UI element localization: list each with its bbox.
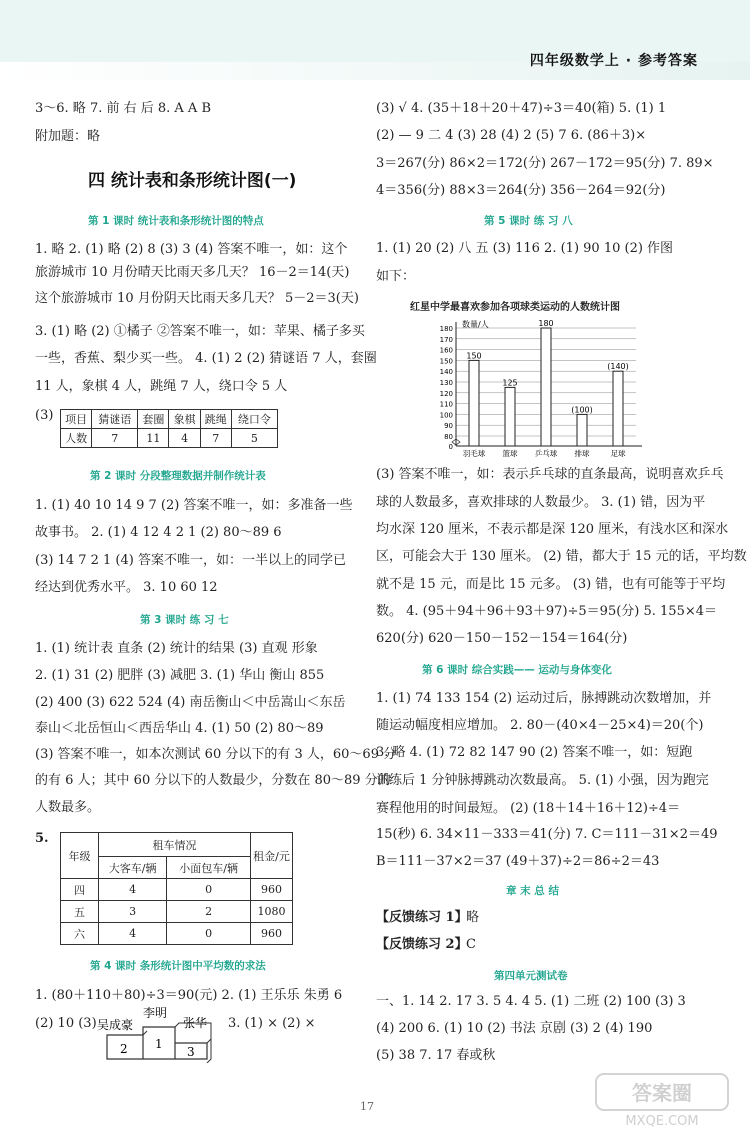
answer-line: 人数最多。 (35, 800, 101, 815)
section-heading: 第 3 课时 练 习 七 (140, 614, 229, 626)
answer-line: 1. 略 2. (1) 略 (2) 8 (3) 3 (4) 答案不唯一，如：这个 (35, 242, 348, 257)
table-cell: 7 (92, 429, 138, 448)
y-tick-label: 160 (439, 346, 453, 355)
section-heading: 章 末 总 结 (506, 885, 559, 897)
section-heading: 第 6 课时 综合实践—— 运动与身体变化 (422, 664, 612, 676)
answer-line: 就不是 15 元，而是比 15 元多。 (3) 错，也有可能等于平均 (376, 577, 726, 592)
bar-value-label: 150 (466, 351, 482, 361)
table-cell: 5 (231, 429, 277, 448)
table-cell: 4 (99, 879, 167, 901)
y-tick-label: 150 (439, 357, 453, 366)
table-cell: 跳绳 (200, 410, 231, 429)
answer-line: 随运动幅度相应增加。 2. 80－(40×4－25×4)＝20(个) (376, 718, 704, 733)
y-tick-label: 100 (439, 411, 453, 420)
table-cell: 套圈 (138, 410, 169, 429)
answer-line: 赛程他用的时间最短。 (2) (18＋14＋16＋12)÷4＝ (376, 801, 681, 816)
answer-line: 3～6. 略 7. 前 右 后 8. A A B (35, 101, 212, 116)
table-cell: 0 (167, 923, 251, 945)
header-title: 四年级数学上 · 参考答案 (529, 53, 698, 69)
table-cell: 960 (251, 923, 293, 945)
table-cell: 4 (99, 923, 167, 945)
podium-rank: 2 (120, 1042, 128, 1056)
rental-table (60, 832, 293, 945)
y-tick-label: 130 (439, 379, 453, 387)
answer-line: 11 人，象棋 4 人，跳绳 7 人，绕口令 5 人 (35, 379, 288, 394)
bar (577, 414, 587, 446)
chart-title: 红星中学最喜欢参加各项球类运动的人数统计图 (410, 302, 620, 313)
bar-value-label: (140) (607, 362, 629, 372)
table-cell: 六 (61, 923, 99, 945)
page-number: 17 (360, 1100, 374, 1113)
table-cell: 4 (169, 429, 200, 448)
answer-line: (2) — 9 二 4 (3) 28 (4) 2 (5) 7 6. (86＋3)× (376, 128, 647, 143)
answer-line: 训练后 1 分钟脉搏跳动次数最高。 5. (1) 小强，因为跑完 (376, 773, 709, 788)
table-cell: 大客车/辆 (99, 857, 167, 879)
table-cell: 绕口令 (231, 410, 277, 429)
bar-value-label: 125 (502, 378, 518, 388)
table-cell: 猜谜语 (92, 410, 138, 429)
table-cell: 960 (251, 879, 293, 901)
x-category-label: 足球 (610, 449, 626, 458)
feedback-label: 【反馈练习 2】 (376, 937, 468, 952)
table-cell: 租车情况 (99, 833, 251, 857)
table-cell: 11 (138, 429, 169, 448)
svg-text:答案圈: 答案圈 (632, 1081, 692, 1105)
feedback-value: 略 (466, 910, 480, 925)
feedback-value: C (466, 937, 476, 952)
answer-line: 区，可能会大于 130 厘米。 (2) 错，都大于 15 元的话，平均数 (376, 549, 747, 564)
feedback-label: 【反馈练习 1】 (376, 910, 468, 925)
answer-line: (3) 答案不唯一，如：表示乒乓球的直条最高，说明喜欢乒乓 (376, 467, 724, 482)
y-tick-label: 170 (439, 335, 453, 344)
answer-line: (4) 200 6. (1) 10 (2) 书法 京剧 (3) 2 (4) 190 (376, 1021, 653, 1036)
bar-value-label: (100) (571, 405, 593, 415)
table-cell: 1080 (251, 901, 293, 923)
bar-chart (420, 318, 650, 464)
answer-line: 旅游城市 10 月份晴天比雨天多几天？ 16－2＝14(天) (35, 265, 350, 280)
answer-line: 4＝356(分) 88×3＝264(分) 356－264＝92(分) (376, 183, 666, 198)
y-tick-label: 110 (439, 400, 453, 409)
podium-name: 张华 (183, 1016, 208, 1030)
table-prefix: 5. (35, 831, 49, 846)
table-cell: 五 (61, 901, 99, 923)
answer-line: 附加题：略 (35, 129, 101, 144)
table-prefix: (3) (35, 408, 54, 423)
answer-line: 1. (1) 20 (2) 八 五 (3) 116 2. (1) 90 10 (2) 作图 (376, 241, 674, 256)
x-category-label: 排球 (574, 449, 590, 458)
answer-line: (5) 38 7. 17 春或秋 (376, 1048, 496, 1063)
x-category-label: 篮球 (502, 449, 518, 458)
answer-line: (3) √ 4. (35＋18＋20＋47)÷3＝40(箱) 5. (1) 1 (376, 101, 667, 116)
table-cell: 小面包车/辆 (167, 857, 251, 879)
answer-line: (2) 400 (3) 622 524 (4) 南岳衡山＜中岳嵩山＜东岳 (35, 695, 346, 710)
statistics-table (60, 409, 278, 448)
answer-line: 球的人数最多，喜欢排球的人数最少。 3. (1) 错，因为平 (376, 495, 706, 510)
answer-line: 1. (1) 40 10 14 9 7 (2) 答案不唯一，如：多准备一些 (35, 498, 353, 513)
answer-line: 数。 4. (95＋94＋96＋93＋97)÷5＝95(分) 5. 155×4＝ (376, 604, 718, 619)
section-heading: 第四单元测试卷 (494, 970, 568, 982)
bar (505, 387, 515, 446)
podium-name: 李明 (143, 1006, 168, 1020)
answer-line: 一些，香蕉、梨少买一些。 4. (1) 2 (2) 猜谜语 7 人，套圈 (35, 351, 377, 366)
answer-line: 一、1. 14 2. 17 3. 5 4. 4 5. (1) 二班 (2) 100 (3) 3 (376, 994, 686, 1009)
table-cell: 象棋 (169, 410, 200, 429)
table-cell: 7 (200, 429, 231, 448)
podium-rank: 1 (155, 1037, 163, 1051)
bar (541, 328, 551, 446)
watermark-logo (592, 1070, 732, 1130)
answer-line: 的有 6 人；其中 60 分以下的人数最少，分数在 80～89 分的 (35, 773, 391, 788)
answer-line: 1. (1) 74 133 154 (2) 运动过后，脉搏跳动次数增加，并 (376, 691, 712, 706)
answer-line: (3) 14 7 2 1 (4) 答案不唯一，如：一半以上的同学已 (35, 553, 346, 568)
table-cell: 年级 (61, 833, 99, 879)
section-heading: 第 4 课时 条形统计图中平均数的求法 (90, 960, 266, 972)
table-cell: 人数 (61, 429, 92, 448)
answer-line: 均水深 120 厘米，不表示都是深 120 厘米，有浅水区和深水 (376, 522, 729, 537)
table-cell: 2 (167, 901, 251, 923)
answer-line: (2) 10 (3) (35, 1016, 97, 1031)
answer-line: 3. (1) 略 (2) ①橘子 ②答案不唯一，如：苹果、橘子多买 (35, 324, 365, 339)
table-cell: 四 (61, 879, 99, 901)
bar-value-label: 180 (538, 319, 554, 328)
table-cell: 项目 (61, 410, 92, 429)
answer-line: 故事书。 2. (1) 4 12 4 2 1 (2) 80～89 6 (35, 525, 282, 540)
y-tick-label: 140 (439, 368, 453, 377)
y-tick-label: 180 (439, 325, 453, 333)
answer-line: 泰山＜北岳恒山＜西岳华山 4. (1) 50 (2) 80～89 (35, 721, 324, 736)
table-cell: 0 (167, 879, 251, 901)
answer-line: 经达到优秀水平。 3. 10 60 12 (35, 580, 218, 595)
bar (469, 360, 479, 446)
table-cell: 租金/元 (251, 833, 293, 879)
answer-line: (3) 答案不唯一，如本次测试 60 分以下的有 3 人，60～69 分 (35, 747, 397, 762)
y-tick-label: 0 (448, 443, 453, 451)
y-tick-label: 90 (444, 422, 453, 431)
podium-name: 吴成豪 (97, 1018, 134, 1032)
answer-line: 1. (1) 统计表 直条 (2) 统计的结果 (3) 直观 形象 (35, 641, 318, 656)
answer-line: 15(秒) 6. 34×11－333＝41(分) 7. C＝111－31×2＝49 (376, 827, 718, 842)
answer-line: 3＝267(分) 86×2＝172(分) 267－172＝95(分) 7. 89× (376, 156, 714, 171)
x-category-label: 羽毛球 (462, 449, 486, 458)
y-axis-label: 数量/人 (462, 320, 489, 329)
answer-line: 620(分) 620－150－152－154＝164(分) (376, 631, 628, 646)
answer-line: 2. (1) 31 (2) 肥胖 (3) 减肥 3. (1) 华山 衡山 855 (35, 668, 325, 683)
answer-line: 这个旅游城市 10 月份阴天比雨天多几天？ 5－2＝3(天) (35, 291, 359, 306)
x-category-label: 乒乓球 (534, 449, 558, 458)
chapter-title: 四 统计表和条形统计图(一) (88, 171, 297, 191)
bar (613, 371, 623, 446)
answer-line: 1. (80＋110＋80)÷3＝90(元) 2. (1) 王乐乐 朱勇 6 (35, 988, 343, 1003)
section-heading: 第 5 课时 练 习 八 (484, 215, 573, 227)
podium-rank: 3 (187, 1045, 195, 1059)
svg-text:MXQE.COM: MXQE.COM (625, 1114, 699, 1129)
answer-line: 如下： (376, 269, 416, 284)
table-cell: 3 (99, 901, 167, 923)
y-tick-label: 80 (444, 433, 453, 441)
podium-figure (95, 1003, 225, 1063)
section-heading: 第 2 课时 分段整理数据并制作统计表 (90, 470, 266, 482)
answer-line: B＝111－37×2＝37 (49＋37)÷2＝86÷2＝43 (376, 854, 660, 869)
page-header (0, 0, 750, 80)
section-heading: 第 1 课时 统计表和条形统计图的特点 (88, 215, 264, 227)
y-tick-label: 120 (439, 389, 453, 398)
answer-line: 3. (1) × (2) × (228, 1016, 316, 1031)
answer-line: 3. 略 4. (1) 72 82 147 90 (2) 答案不唯一，如：短跑 (376, 745, 693, 760)
